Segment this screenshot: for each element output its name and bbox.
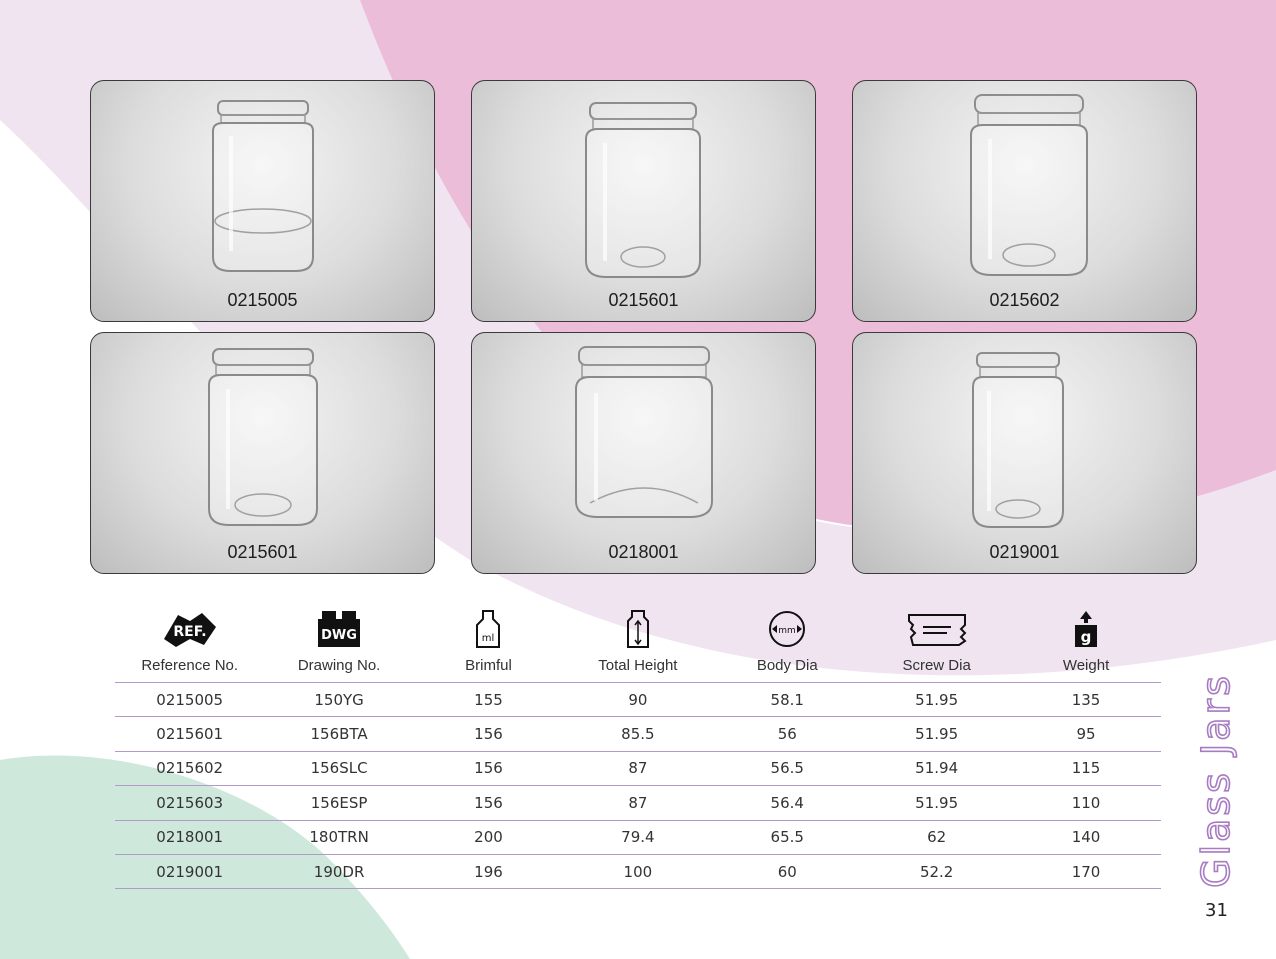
side-title: [1194, 645, 1239, 890]
product-card: [852, 332, 1197, 574]
weight-cell: 95: [1076, 725, 1096, 744]
body-dia-cell: 65.5: [770, 828, 804, 847]
weight-cell: 170: [1071, 862, 1101, 881]
header-label: Body Dia: [756, 657, 818, 674]
header-label: Drawing No.: [297, 657, 381, 674]
reference-cell: 0215603: [156, 793, 224, 812]
reference-cell: 0215602: [156, 759, 224, 778]
product-card: [471, 332, 816, 574]
jar-photo: [91, 333, 436, 575]
drawing-cell: 190DR: [313, 862, 365, 881]
ref-tag-icon: [160, 609, 220, 649]
col-weight: [1011, 605, 1160, 682]
col-screw-dia: [862, 605, 1011, 682]
reference-cell: 0218001: [156, 828, 224, 847]
product-caption: 0215601: [608, 290, 679, 310]
table-row: [115, 786, 1161, 820]
brimful-cell: 156: [474, 759, 503, 778]
total-height-cell: 90: [628, 690, 648, 709]
bottle-ml-icon: [473, 609, 503, 649]
svg-text:g: g: [1080, 628, 1092, 646]
col-reference: [115, 605, 264, 682]
total-height-cell: 85.5: [621, 725, 655, 744]
product-caption: 0215602: [989, 290, 1060, 310]
table-body: [115, 683, 1161, 889]
diameter-icon: [767, 609, 807, 649]
weight-cell: 115: [1071, 759, 1101, 778]
screw-dia-cell: 52.2: [919, 862, 954, 881]
header-label: Total Height: [598, 657, 678, 674]
body-dia-cell: 60: [777, 862, 797, 881]
total-height-cell: 87: [628, 793, 648, 812]
drawing-cell: 156ESP: [310, 793, 368, 812]
screw-dia-cell: 51.95: [915, 690, 959, 709]
svg-text:mm: mm: [778, 626, 797, 636]
product-caption: 0219001: [989, 542, 1060, 562]
brimful-cell: 156: [474, 793, 503, 812]
header-label: Brimful: [465, 657, 512, 674]
jar-photo: [91, 81, 436, 323]
weight-icon: [1071, 609, 1101, 649]
body-dia-cell: 56.4: [770, 793, 804, 812]
jar-photo: [472, 333, 817, 575]
jar-photo: [853, 81, 1198, 323]
screw-dia-cell: 51.94: [915, 759, 959, 778]
total-height-cell: 79.4: [621, 828, 655, 847]
product-caption: 0215601: [227, 542, 298, 562]
product-caption: 0218001: [608, 542, 679, 562]
svg-text:ml: ml: [482, 633, 495, 644]
side-title-text: Glass Jars: [1194, 673, 1238, 888]
reference-cell: 0215005: [156, 690, 224, 709]
product-card: [90, 80, 435, 322]
table-header: [115, 605, 1161, 683]
brimful-cell: 200: [474, 828, 503, 847]
weight-cell: 110: [1071, 793, 1101, 812]
product-card: [471, 80, 816, 322]
jar-photo: [472, 81, 817, 323]
table-row: [115, 717, 1161, 751]
screw-dia-cell: 62: [927, 828, 947, 847]
screw-dia-cell: 51.95: [915, 725, 959, 744]
body-dia-cell: 58.1: [770, 690, 804, 709]
col-drawing: [264, 605, 413, 682]
header-label: Screw Dia: [902, 657, 971, 674]
reference-cell: 0215601: [156, 725, 224, 744]
brimful-cell: 155: [474, 690, 503, 709]
drawing-cell: 150YG: [314, 690, 364, 709]
col-total-height: [563, 605, 712, 682]
table-row: [115, 855, 1161, 889]
brimful-cell: 156: [474, 725, 503, 744]
table-row: [115, 821, 1161, 855]
table-row: [115, 683, 1161, 717]
body-dia-cell: 56: [777, 725, 797, 744]
weight-cell: 135: [1071, 690, 1101, 709]
specs-table: [115, 605, 1161, 889]
svg-text:REF.: REF.: [173, 624, 207, 640]
body-dia-cell: 56.5: [770, 759, 804, 778]
drawing-icon: [316, 609, 362, 649]
screw-dia-cell: 51.95: [915, 793, 959, 812]
total-height-cell: 100: [623, 862, 653, 881]
product-card: [852, 80, 1197, 322]
drawing-cell: 180TRN: [309, 828, 369, 847]
col-brimful: [414, 605, 563, 682]
total-height-cell: 87: [628, 759, 648, 778]
product-caption: 0215005: [227, 290, 298, 310]
drawing-cell: 156SLC: [310, 759, 368, 778]
header-label: Reference No.: [141, 657, 239, 674]
jar-photo: [853, 333, 1198, 575]
reference-cell: 0219001: [156, 862, 224, 881]
page-number: 31: [1205, 900, 1228, 921]
height-ruler-icon: [623, 609, 653, 649]
weight-cell: 140: [1071, 828, 1101, 847]
svg-text:DWG: DWG: [321, 628, 357, 643]
header-label: Weight: [1062, 657, 1110, 674]
screw-thread-icon: [907, 609, 967, 649]
col-body-dia: [713, 605, 862, 682]
product-card: [90, 332, 435, 574]
brimful-cell: 196: [474, 862, 503, 881]
drawing-cell: 156BTA: [310, 725, 368, 744]
table-row: [115, 752, 1161, 786]
